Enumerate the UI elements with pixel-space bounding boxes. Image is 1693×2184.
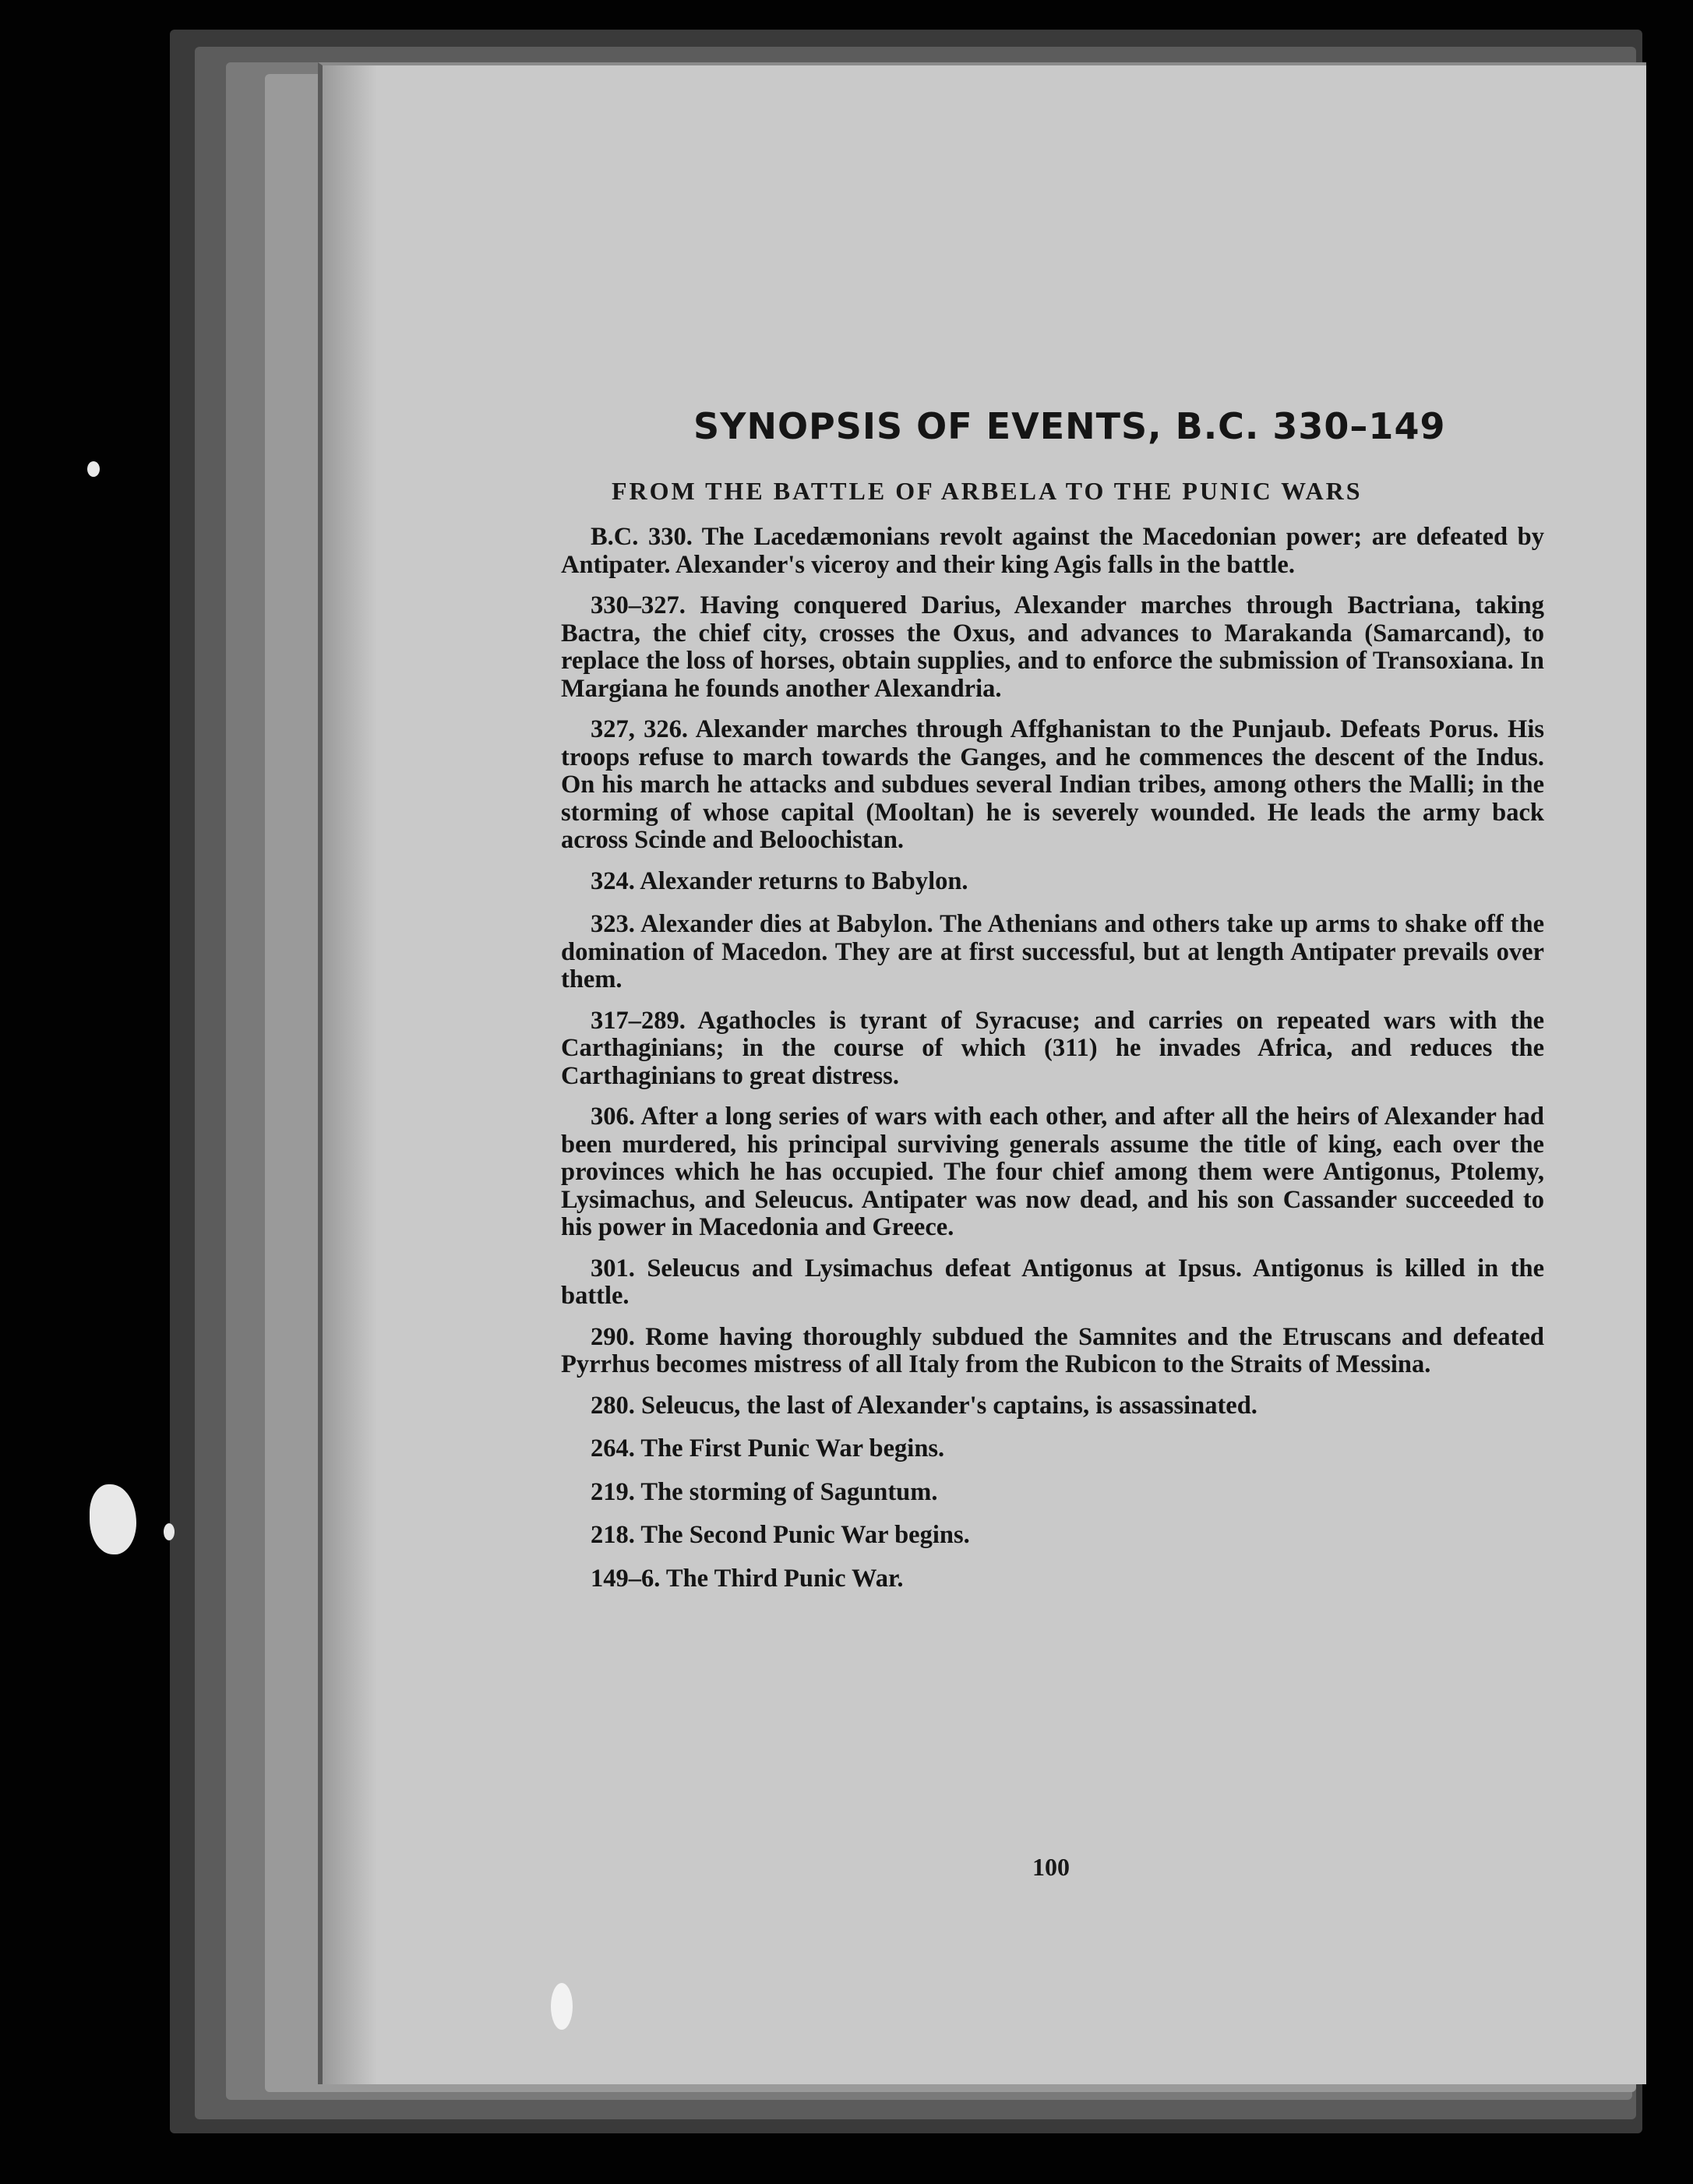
event-text: Rome having thoroughly subdued the Samnites and the Etruscans and defeated Pyrrhus becomes mistress of all Italy from the Rubicon to the Straits of Messina. (561, 1322, 1544, 1378)
page-number: 100 (1032, 1853, 1070, 1881)
event-entry (561, 524, 1544, 579)
event-date: 330–327. (591, 591, 686, 619)
event-entry (561, 1435, 1544, 1463)
event-date: 264. (591, 1434, 635, 1462)
event-text: Alexander returns to Babylon. (640, 866, 968, 895)
event-text: Having conquered Darius, Alexander marches through Bactriana, taking Bactra, the chief city, crosses the Oxus, and advances to Marakanda (Samarcand), to replace the loss of horses, obtain supplies, and to enforce the submission of Transoxiana. In Margiana he founds another Alexandria. (561, 591, 1544, 703)
event-text: The Lacedæmonians revolt against the Macedonian power; are defeated by Antipater. Alexander's viceroy and their king Agis falls in the battle. (561, 523, 1544, 579)
event-entry (561, 1103, 1544, 1242)
event-text: Agathocles is tyrant of Syracuse; and carries on repeated wars with the Carthaginians; in the course of which (311) he invades Africa, and reduces the Carthaginians to great distress. (561, 1006, 1544, 1090)
event-date: 323. (591, 910, 635, 938)
event-date: 290. (591, 1322, 635, 1351)
event-entry (561, 592, 1544, 703)
dust-speck (90, 1484, 136, 1554)
event-date: 218. (591, 1521, 635, 1549)
event-entry (561, 1522, 1544, 1550)
event-entry (561, 1479, 1544, 1507)
dust-speck (164, 1523, 175, 1540)
event-date: 280. (591, 1391, 635, 1420)
page-title: SYNOPSIS OF EVENTS, B.C. 330–149 (693, 405, 1446, 447)
event-entry (561, 1324, 1544, 1379)
event-text: The First Punic War begins. (640, 1434, 945, 1462)
event-list (561, 524, 1544, 1608)
event-entry (561, 1392, 1544, 1420)
event-date: B.C. 330. (591, 523, 693, 551)
event-entry (561, 911, 1544, 994)
event-date: 327, 326. (591, 715, 689, 743)
page-subtitle: FROM THE BATTLE OF ARBELA TO THE PUNIC WARS (612, 477, 1363, 505)
event-text: Alexander dies at Babylon. The Athenians and others take up arms to shake off the domination of Macedon. They are at first successful, but at length Antipater prevails over them. (561, 910, 1544, 993)
event-text: The Third Punic War. (665, 1564, 904, 1593)
event-text: Alexander marches through Affghanistan to the Punjaub. Defeats Porus. His troops refuse to march towards the Ganges, and he commences the descent of the Indus. On his march he attacks and subdues several Indian tribes, among others the Malli; in the storming of whose capital (Mooltan) he is severely wounded. He leads the army back across Scinde and Beloochistan. (561, 715, 1544, 854)
event-text: Seleucus and Lysimachus defeat Antigonus at Ipsus. Antigonus is killed in the battle. (561, 1254, 1545, 1310)
event-entry (561, 1255, 1544, 1311)
event-date: 324. (591, 866, 635, 895)
event-date: 317–289. (591, 1006, 686, 1035)
event-date: 306. (591, 1103, 635, 1131)
event-text: Seleucus, the last of Alexander's captains, is assassinated. (641, 1391, 1257, 1420)
gutter-shadow (323, 65, 377, 2084)
event-text: After a long series of wars with each other, and after all the heirs of Alexander had been murdered, his principal surviving generals assume the title of king, each over the provinces which he has occupied. The four chief among them were Antigonus, Ptolemy, Lysimachus, and Seleucus. Antipater was now dead, and his son Cassander succeeded to his power in Macedonia and Greece. (561, 1103, 1544, 1241)
event-entry (561, 1007, 1544, 1091)
dust-speck (87, 461, 100, 477)
event-date: 301. (591, 1254, 635, 1283)
event-date: 219. (591, 1477, 635, 1506)
event-entry (561, 716, 1544, 855)
event-text: The storming of Saguntum. (640, 1477, 938, 1506)
event-entry (561, 1565, 1544, 1593)
event-entry (561, 868, 1544, 896)
event-text: The Second Punic War begins. (640, 1521, 970, 1549)
event-date: 149–6. (591, 1564, 661, 1593)
paper-blemish (551, 1983, 573, 2030)
